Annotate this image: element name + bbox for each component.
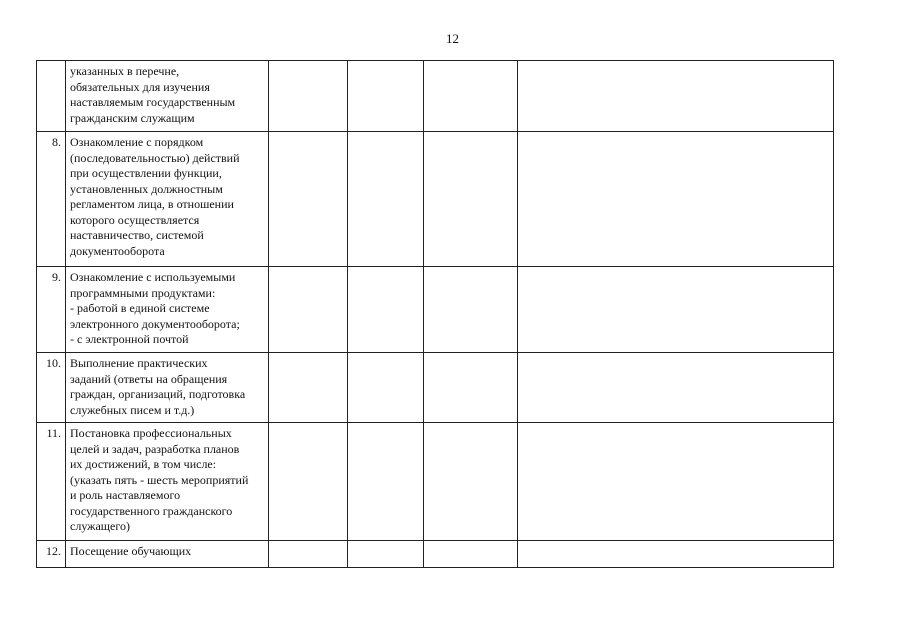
row-description: Посещение обучающих <box>66 541 269 568</box>
mentorship-plan-table <box>36 60 834 568</box>
table-row <box>37 61 834 132</box>
empty-cell <box>424 61 518 132</box>
row-description: Ознакомление с порядком (последовательностью) действий при осуществлении функции, установленных должностным регламентом лица, в отношении которого осуществляется наставничество, системой документооборота <box>66 132 269 267</box>
row-number: 9. <box>37 267 66 353</box>
empty-cell <box>269 267 348 353</box>
row-description: указанных в перечне, обязательных для изучения наставляемым государственным гражданским служащим <box>66 61 269 132</box>
row-description: Ознакомление с используемыми программными продуктами: - работой в единой системе электронного документооборота; - с электронной почтой <box>66 267 269 353</box>
row-description: Постановка профессиональных целей и задач, разработка планов их достижений, в том числе: (указать пять - шесть мероприятий и роль наставляемого государственного гражданского служащего) <box>66 423 269 541</box>
table-row <box>37 132 834 267</box>
table-row <box>37 267 834 353</box>
empty-cell <box>518 267 834 353</box>
empty-cell <box>269 541 348 568</box>
row-number: 11. <box>37 423 66 541</box>
row-number <box>37 61 66 132</box>
empty-cell <box>424 423 518 541</box>
empty-cell <box>424 541 518 568</box>
empty-cell <box>348 541 424 568</box>
row-description: Выполнение практических заданий (ответы на обращения граждан, организаций, подготовка служебных писем и т.д.) <box>66 353 269 423</box>
table-row <box>37 353 834 423</box>
empty-cell <box>424 353 518 423</box>
row-number: 12. <box>37 541 66 568</box>
table-row <box>37 423 834 541</box>
page-number: 12 <box>446 31 459 46</box>
empty-cell <box>348 267 424 353</box>
empty-cell <box>269 61 348 132</box>
empty-cell <box>348 423 424 541</box>
empty-cell <box>518 541 834 568</box>
empty-cell <box>269 132 348 267</box>
row-number: 10. <box>37 353 66 423</box>
empty-cell <box>518 423 834 541</box>
empty-cell <box>348 61 424 132</box>
empty-cell <box>348 353 424 423</box>
table-row <box>37 541 834 568</box>
empty-cell <box>518 132 834 267</box>
empty-cell <box>269 423 348 541</box>
empty-cell <box>424 132 518 267</box>
empty-cell <box>424 267 518 353</box>
empty-cell <box>348 132 424 267</box>
empty-cell <box>269 353 348 423</box>
empty-cell <box>518 353 834 423</box>
empty-cell <box>518 61 834 132</box>
row-number: 8. <box>37 132 66 267</box>
